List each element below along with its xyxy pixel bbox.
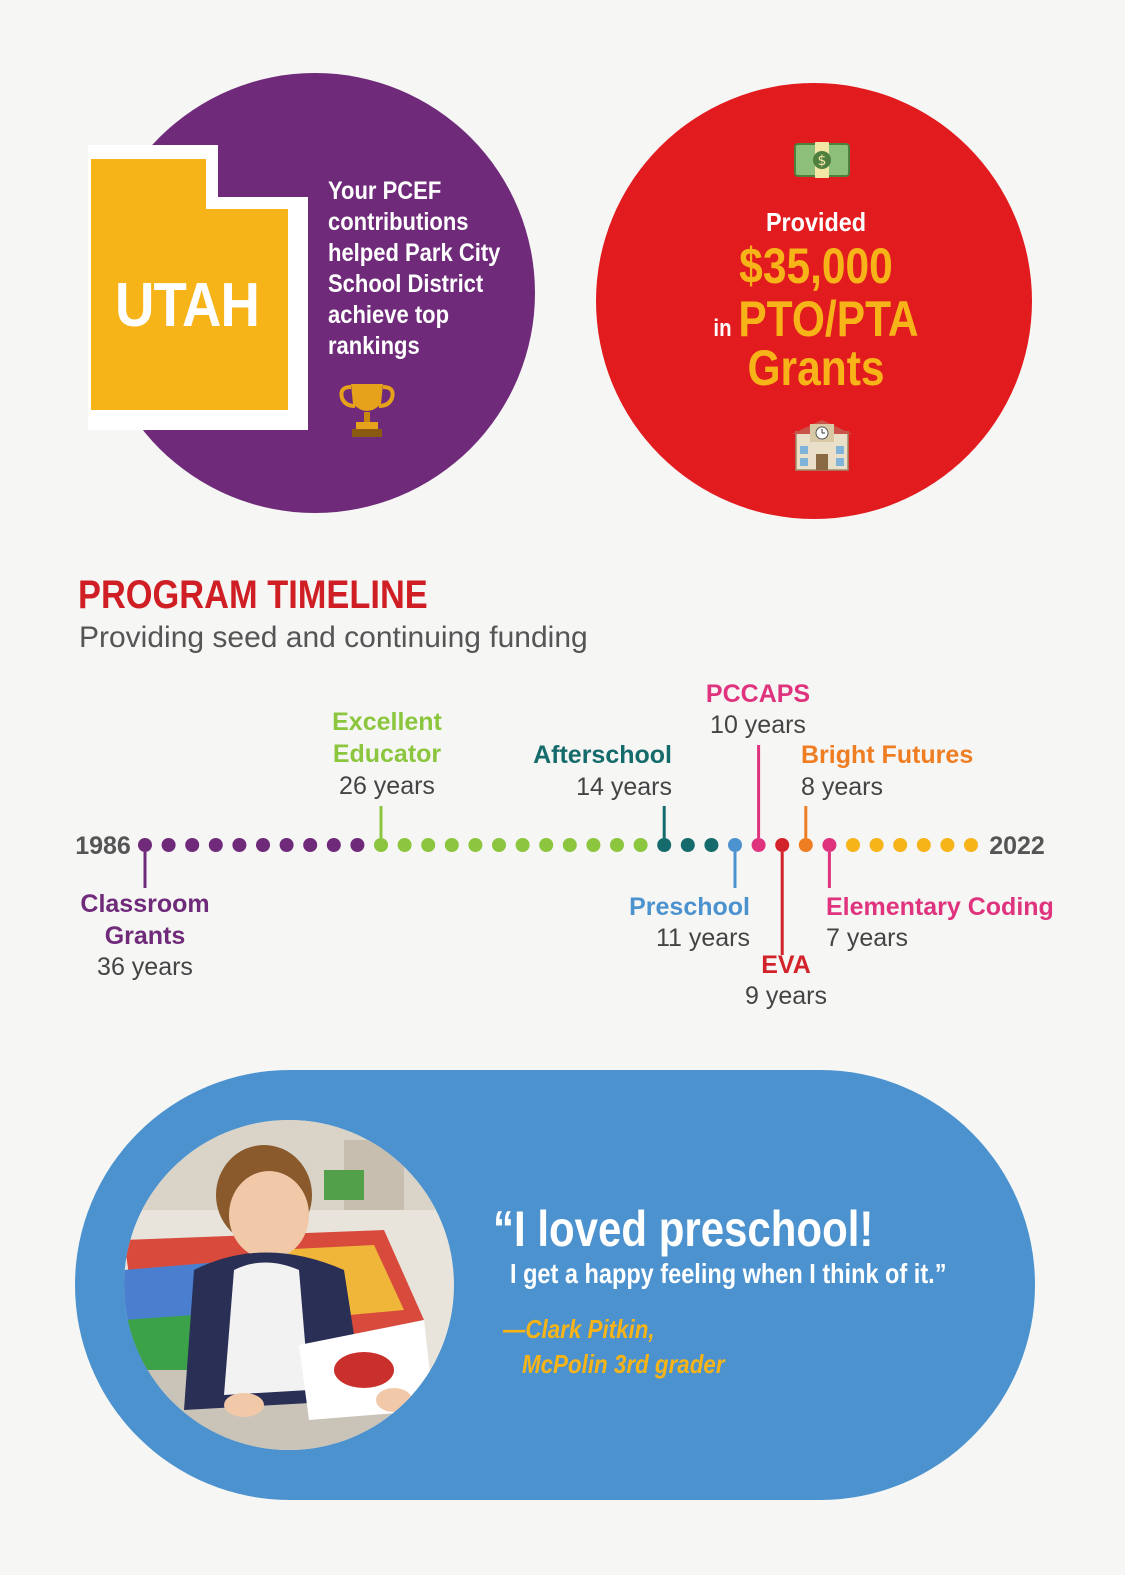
- timeline-dot: [870, 838, 884, 852]
- timeline-dot: [681, 838, 695, 852]
- start-year-label: 1986: [75, 832, 131, 860]
- program-duration: 36 years: [97, 953, 193, 981]
- quote-headline: “I loved preschool!: [493, 1201, 874, 1257]
- program-duration: 8 years: [801, 773, 883, 801]
- timeline-dot: [728, 838, 742, 852]
- timeline-dot: [586, 838, 600, 852]
- timeline-dot: [775, 838, 789, 852]
- grant-amount: $35,000: [739, 238, 893, 294]
- timeline-dot: [398, 838, 412, 852]
- timeline-dot: [185, 838, 199, 852]
- timeline-dot: [303, 838, 317, 852]
- svg-text:$: $: [817, 153, 827, 169]
- timeline-dot: [421, 838, 435, 852]
- provided-label: Provided: [765, 207, 867, 237]
- timeline-dot: [350, 838, 364, 852]
- timeline-dot: [162, 838, 176, 852]
- program-name: PCCAPS: [705, 680, 811, 708]
- timeline-dot: [940, 838, 954, 852]
- in-word: in: [713, 315, 732, 342]
- timeline-title: PROGRAM TIMELINE: [78, 573, 428, 617]
- program-duration: 11 years: [655, 924, 750, 952]
- program-duration: 10 years: [710, 711, 806, 739]
- money-icon: [793, 138, 851, 182]
- timeline-dot: [209, 838, 223, 852]
- program-name: Classroom: [80, 890, 210, 918]
- quote-attribution-title: McPolin 3rd grader: [522, 1349, 725, 1379]
- timeline-dot: [563, 838, 577, 852]
- timeline-dot: [799, 838, 813, 852]
- timeline-dot: [232, 838, 246, 852]
- timeline-dot: [492, 838, 506, 852]
- timeline-dot: [138, 838, 152, 852]
- timeline-dot: [657, 838, 671, 852]
- timeline-dot: [468, 838, 482, 852]
- program-name: Educator: [332, 740, 442, 768]
- timeline-dot: [256, 838, 270, 852]
- quote-attribution-name: —Clark Pitkin,: [503, 1314, 655, 1344]
- timeline-dot: [445, 838, 459, 852]
- timeline-dot: [327, 838, 341, 852]
- program-name: Grants: [104, 922, 186, 950]
- timeline-dot: [917, 838, 931, 852]
- program-name: Elementary Coding: [826, 893, 1054, 921]
- timeline-dot: [822, 838, 836, 852]
- program-duration: 7 years: [826, 924, 908, 952]
- timeline-dot: [374, 838, 388, 852]
- school-icon: [792, 418, 852, 472]
- grants-label: Grants: [747, 340, 885, 396]
- timeline-dot: [280, 838, 294, 852]
- timeline-subtitle: Providing seed and continuing funding: [79, 621, 588, 654]
- timeline-dot: [516, 838, 530, 852]
- program-duration: 26 years: [339, 772, 435, 800]
- program-name: Preschool: [629, 893, 750, 921]
- trophy-icon: [337, 378, 397, 440]
- timeline-dot: [752, 838, 766, 852]
- timeline-dot: [964, 838, 978, 852]
- timeline-dot: [704, 838, 718, 852]
- timeline-dot: [539, 838, 553, 852]
- program-duration: 9 years: [745, 982, 827, 1010]
- utah-label: UTAH: [115, 271, 259, 340]
- program-name: Afterschool: [533, 741, 672, 769]
- end-year-label: 2022: [989, 832, 1045, 860]
- program-duration: 14 years: [576, 773, 672, 801]
- quote-body: I get a happy feeling when I think of it.”: [510, 1258, 947, 1289]
- student-photo: [124, 1120, 454, 1450]
- timeline-dot: [846, 838, 860, 852]
- timeline-dot: [634, 838, 648, 852]
- timeline-dot: [893, 838, 907, 852]
- program-name: EVA: [761, 951, 811, 979]
- program-timeline: [0, 680, 1125, 1020]
- program-name: Excellent: [332, 708, 442, 736]
- pcef-rankings-text: Your PCEF contributions helped Park City School District achieve top rankings: [328, 177, 501, 360]
- pto-pta-label: PTO/PTA: [738, 291, 919, 347]
- timeline-dot: [610, 838, 624, 852]
- program-name: Bright Futures: [801, 741, 974, 769]
